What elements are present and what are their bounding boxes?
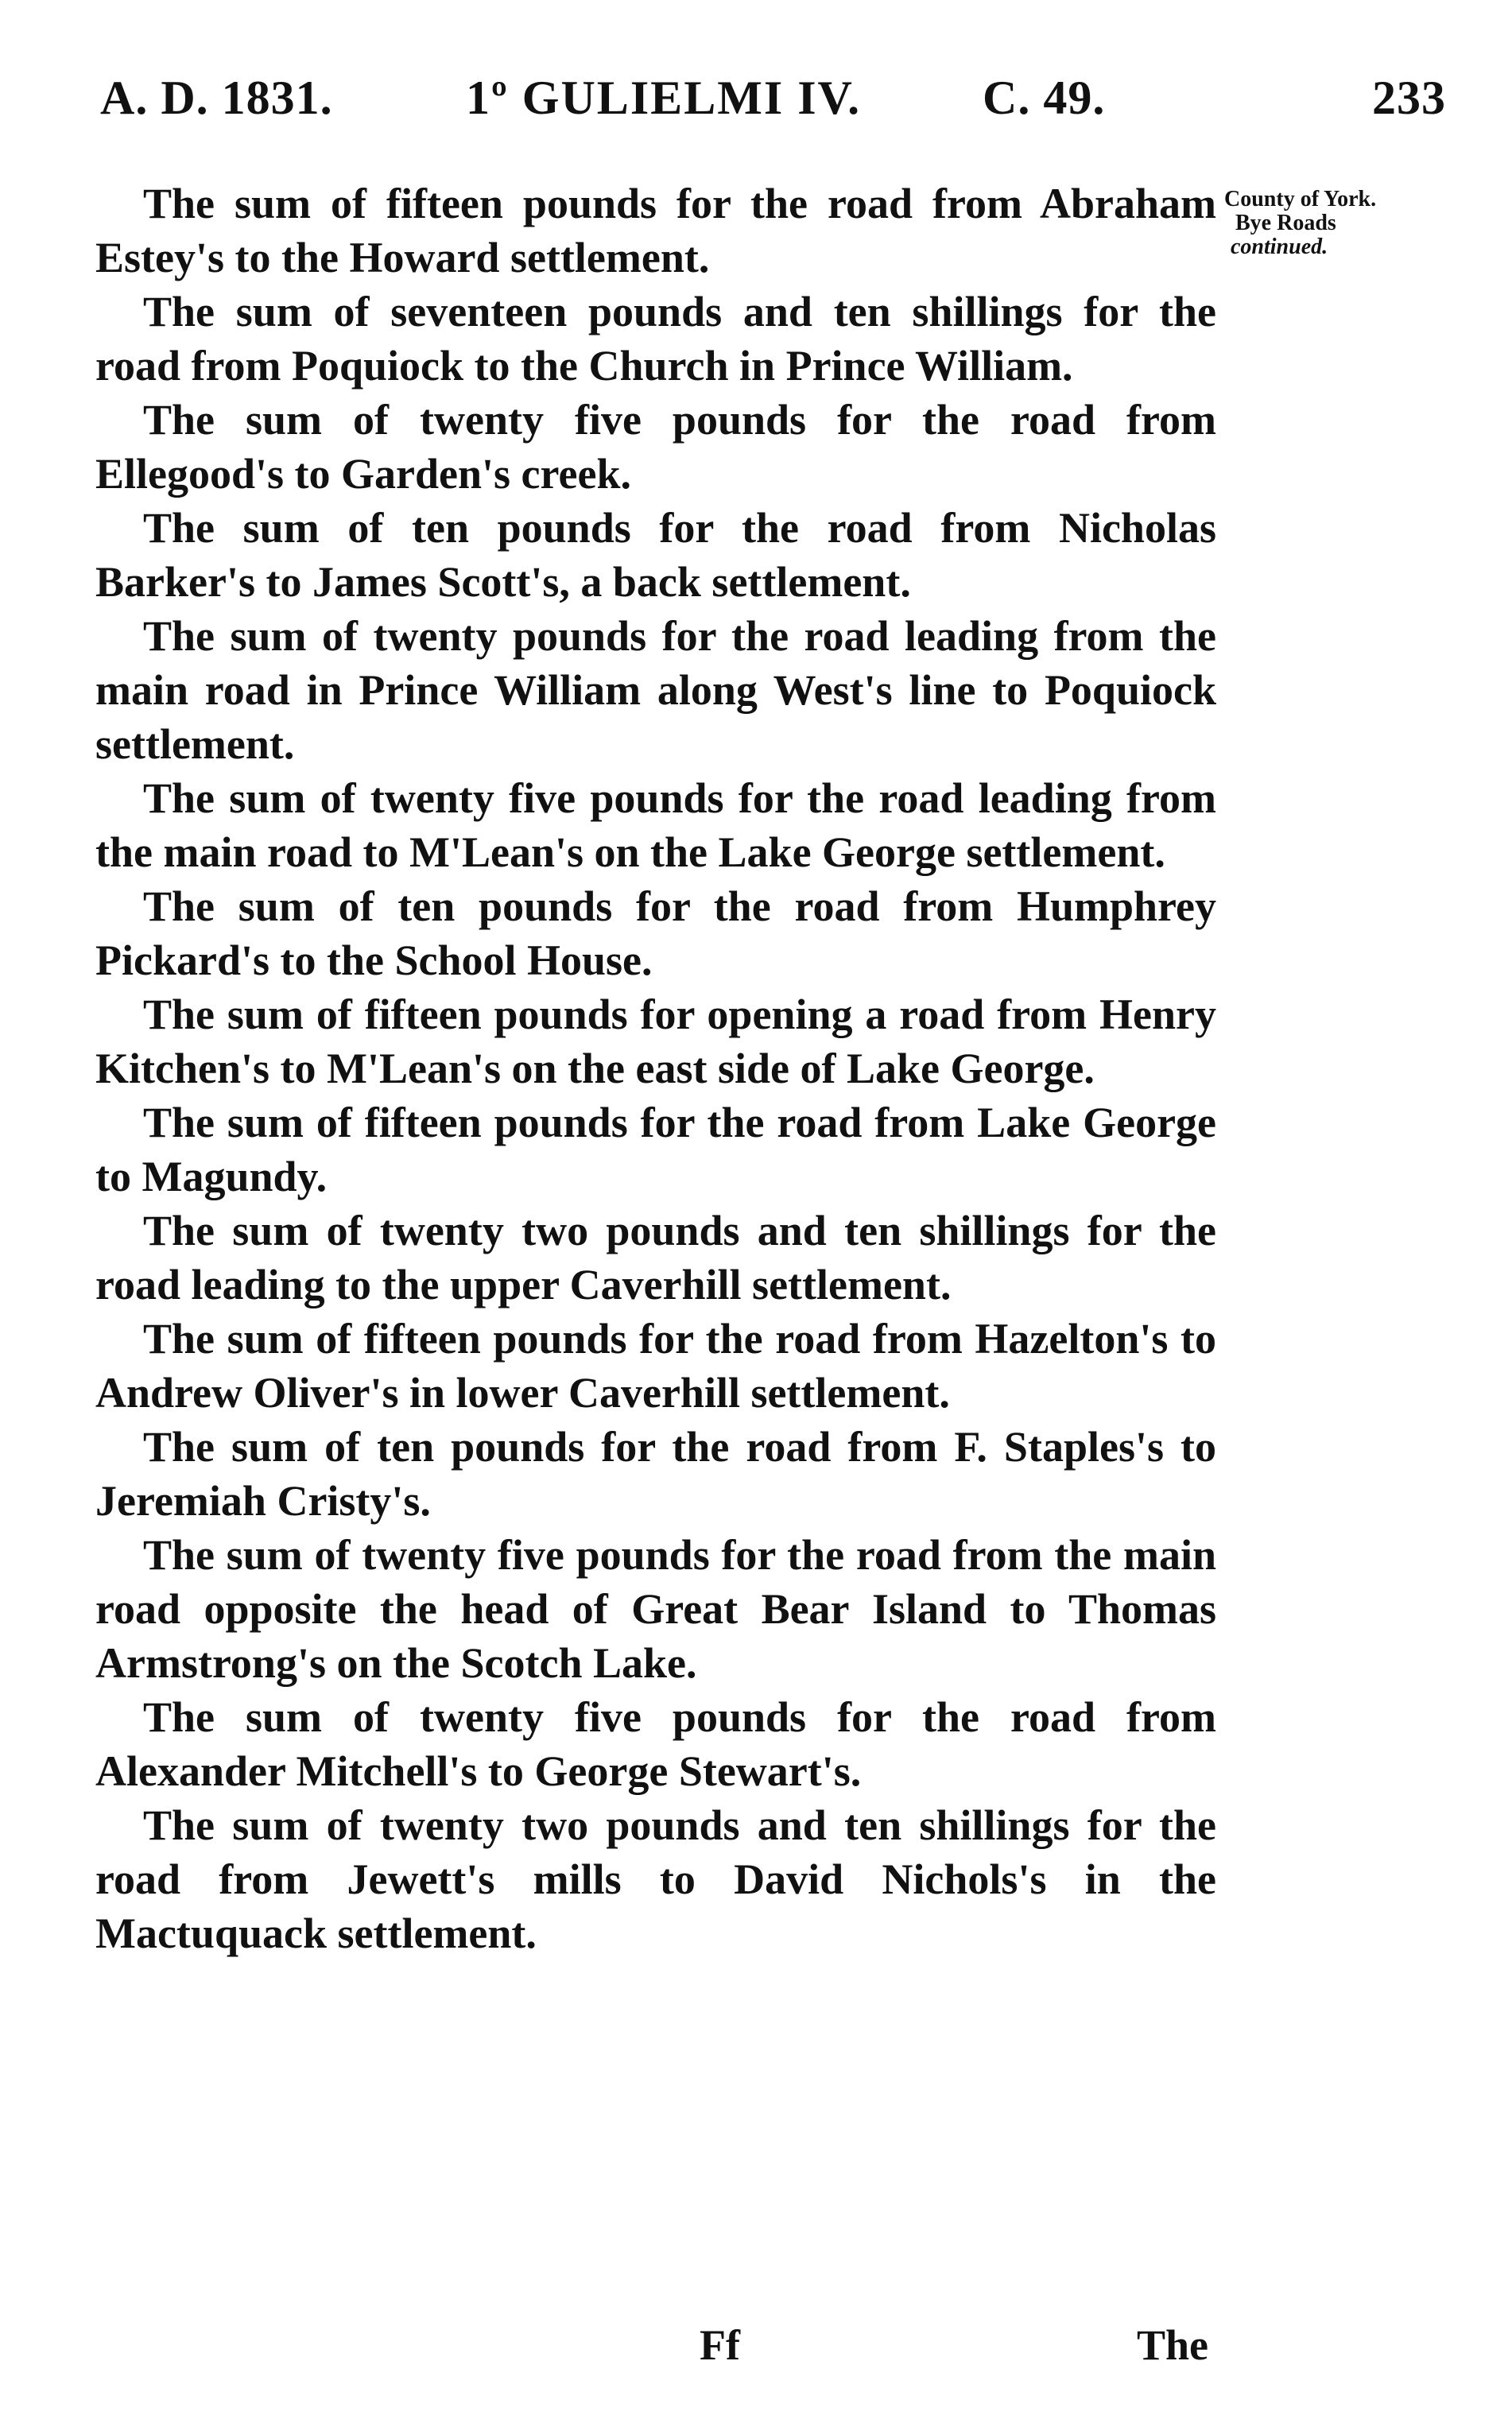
marginal-note-subject: Bye Roads xyxy=(1235,211,1336,235)
appropriation-entry: The sum of twenty two pounds and ten shillings for the road from Jewett's mills to David Nichols's in the Mactuquack settlement. xyxy=(95,1801,1216,1957)
marginal-note-county: County of York. xyxy=(1224,187,1377,211)
appropriation-entry: The sum of twenty five pounds for the road from Ellegood's to Garden's creek. xyxy=(95,396,1216,498)
marginal-note xyxy=(1224,188,1495,259)
appropriation-entry: The sum of seventeen pounds and ten shillings for the road from Poquiock to the Church in Prince William. xyxy=(95,288,1216,390)
appropriation-entry: The sum of twenty five pounds for the road leading from the main road to M'Lean's on the Lake George settlement. xyxy=(95,774,1216,876)
page-number: 233 xyxy=(1372,72,1446,124)
appropriation-entry: The sum of fifteen pounds for the road from Lake George to Magundy. xyxy=(95,1099,1216,1200)
appropriation-entry: The sum of fifteen pounds for the road from Abraham Estey's to the Howard settlement. xyxy=(95,180,1216,281)
appropriation-entry: The sum of ten pounds for the road from F. Staples's to Jeremiah Cristy's. xyxy=(95,1423,1216,1525)
appropriation-entry: The sum of twenty two pounds and ten shillings for the road leading to the upper Caverhill settlement. xyxy=(95,1207,1216,1308)
body-text xyxy=(95,176,1216,1960)
appropriation-entry: The sum of ten pounds for the road from Nicholas Barker's to James Scott's, a back settlement. xyxy=(95,504,1216,606)
header-reign: 1º GULIELMI IV. xyxy=(466,72,862,124)
appropriation-entry: The sum of twenty five pounds for the road from Alexander Mitchell's to George Stewart's. xyxy=(95,1693,1216,1795)
signature-mark: Ff xyxy=(700,2321,740,2369)
catchword: The xyxy=(1137,2321,1209,2369)
marginal-note-continued: continued. xyxy=(1231,235,1328,259)
catchword-line xyxy=(95,2318,1232,2374)
appropriation-entry: The sum of fifteen pounds for the road from Hazelton's to Andrew Oliver's in lower Caverhill settlement. xyxy=(95,1315,1216,1417)
header-date: A. D. 1831. xyxy=(100,72,333,124)
header-chapter: C. 49. xyxy=(983,72,1106,124)
appropriation-entry: The sum of fifteen pounds for opening a road from Henry Kitchen's to M'Lean's on the east side of Lake George. xyxy=(95,991,1216,1092)
running-header xyxy=(100,70,1471,126)
appropriation-entry: The sum of twenty five pounds for the road from the main road opposite the head of Great Bear Island to Thomas Armstrong's on the Scotch Lake. xyxy=(95,1531,1216,1687)
appropriation-entry: The sum of twenty pounds for the road leading from the main road in Prince William along West's line to Poquiock settlement. xyxy=(95,612,1216,768)
appropriation-entry: The sum of ten pounds for the road from Humphrey Pickard's to the School House. xyxy=(95,882,1216,984)
